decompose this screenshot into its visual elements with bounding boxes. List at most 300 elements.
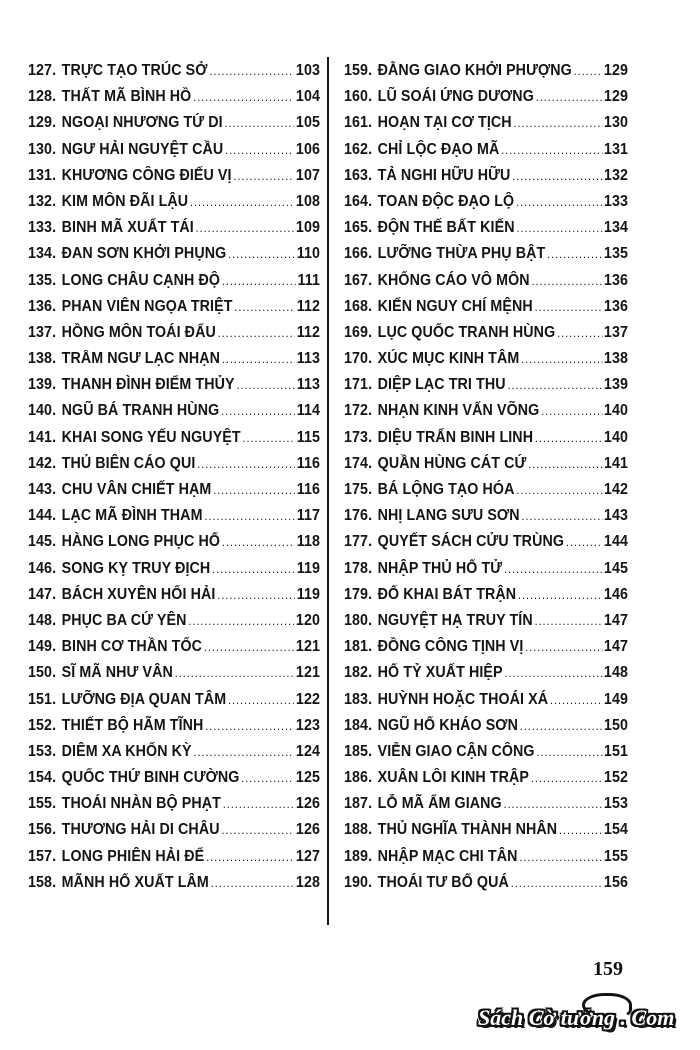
dot-leader	[197, 451, 295, 477]
entry-title: NGŨ HỔ KHÁO SƠN	[377, 716, 518, 734]
entry-page-number: 115	[296, 428, 320, 446]
dot-leader	[228, 687, 294, 713]
toc-entry	[344, 582, 628, 608]
entry-title: QUYẾT SÁCH CỬU TRÙNG	[377, 533, 565, 551]
dot-leader	[193, 739, 294, 765]
dot-leader	[222, 346, 295, 372]
dot-leader	[566, 529, 602, 555]
dot-leader	[541, 398, 602, 424]
entry-title: BÁCH XUYÊN HỐI HẢI	[61, 585, 216, 603]
dot-leader	[225, 110, 295, 136]
toc-left-column	[28, 58, 320, 896]
entry-title: BÁ LỘNG TẠO HÓA	[377, 481, 515, 498]
entry-title: SĨ MÃ NHƯ VÂN	[61, 664, 173, 682]
entry-title: HUỲNH HOẶC THOÁI XÁ	[377, 690, 549, 708]
entry-page-number: 142	[603, 481, 629, 498]
watermark-text: Sách Cờ tướng . Com	[478, 1005, 675, 1030]
entry-number: 171.	[344, 376, 373, 394]
dot-leader	[518, 582, 602, 608]
entry-title: ĐẰNG GIAO KHỞI PHƯỢNG	[377, 62, 572, 79]
toc-entry	[344, 529, 628, 555]
toc-entry	[344, 84, 628, 110]
dot-leader	[218, 320, 295, 346]
entry-page-number: 137	[603, 323, 629, 341]
entry-page-number: 144	[603, 533, 629, 551]
dot-leader	[531, 765, 602, 791]
entry-page-number: 155	[603, 847, 629, 865]
entry-number: 182.	[344, 664, 373, 682]
entry-number: 147.	[28, 585, 57, 603]
dot-leader	[243, 425, 295, 451]
toc-entry	[344, 189, 628, 215]
entry-page-number: 141	[603, 454, 629, 472]
entry-page-number: 140	[603, 428, 629, 446]
entry-title: THOÁI NHÀN BỘ PHẠT	[61, 795, 221, 813]
entry-page-number: 134	[603, 219, 629, 237]
toc-entry	[344, 739, 628, 765]
swirl-ornament-icon	[582, 993, 632, 1019]
dot-leader	[193, 84, 294, 110]
entry-number: 163.	[344, 166, 373, 184]
entry-page-number: 133	[603, 192, 629, 210]
entry-title: THỦ BIÊN CÁO QUI	[61, 454, 196, 472]
dot-leader	[507, 372, 602, 398]
toc-entry	[28, 791, 320, 817]
toc-entry	[28, 739, 320, 765]
dot-leader	[188, 608, 294, 634]
dot-leader	[514, 110, 603, 136]
entry-number: 177.	[344, 533, 373, 551]
toc-entry	[344, 503, 628, 529]
entry-number: 168.	[344, 297, 373, 315]
toc-entry	[344, 294, 628, 320]
dot-leader	[236, 372, 294, 398]
entry-title: NGŨ BÁ TRANH HÙNG	[61, 402, 220, 420]
entry-title: XÚC MỤC KINH TÂM	[377, 350, 520, 368]
entry-title: KHỐNG CÁO VÔ MÔN	[377, 271, 530, 289]
dot-leader	[531, 268, 602, 294]
entry-number: 149.	[28, 638, 57, 656]
entry-title: TẢ NGHI HỮU HỮU	[377, 166, 511, 184]
entry-number: 190.	[344, 873, 373, 891]
toc-entry	[344, 398, 628, 424]
entry-number: 146.	[28, 559, 57, 577]
dot-leader	[222, 529, 295, 555]
entry-number: 152.	[28, 716, 57, 734]
entry-page-number: 114	[296, 402, 320, 420]
entry-title: PHỤC BA CỨ YÊN	[61, 611, 187, 629]
entry-title: TRẦM NGƯ LẠC NHẠN	[61, 350, 221, 368]
toc-entry	[344, 451, 628, 477]
toc-entry	[344, 634, 628, 660]
entry-number: 157.	[28, 847, 57, 865]
entry-title: THOÁI TƯ BỔ QUÁ	[377, 873, 509, 891]
entry-title: XUÂN LÔI KINH TRẬP	[377, 769, 530, 787]
dot-leader	[222, 268, 296, 294]
entry-page-number: 129	[603, 62, 629, 79]
entry-page-number: 136	[603, 297, 629, 315]
toc-entry	[344, 137, 628, 163]
entry-page-number: 107	[295, 166, 320, 184]
toc-entry	[28, 608, 320, 634]
entry-page-number: 118	[296, 533, 320, 551]
entry-number: 135.	[28, 271, 57, 289]
entry-number: 153.	[28, 742, 57, 760]
entry-page-number: 121	[295, 638, 320, 656]
entry-title: BINH MÃ XUẤT TÁI	[61, 219, 194, 237]
dot-leader	[206, 844, 294, 870]
entry-page-number: 152	[603, 769, 629, 787]
entry-title: CHỈ LỘC ĐẠO MÃ	[377, 140, 500, 158]
dot-leader	[504, 660, 602, 686]
entry-page-number: 110	[296, 245, 320, 263]
toc-entry	[28, 713, 320, 739]
entry-title: CHU VÂN CHIẾT HẠM	[61, 481, 212, 498]
entry-number: 188.	[344, 821, 373, 839]
entry-number: 189.	[344, 847, 373, 865]
entry-number: 127.	[28, 62, 57, 79]
entry-title: QUỐC THỨ BINH CƯỜNG	[61, 769, 240, 787]
entry-page-number: 139	[603, 376, 629, 394]
entry-title: KHƯƠNG CÔNG ĐIẾU VỊ	[61, 166, 232, 184]
entry-number: 181.	[344, 638, 373, 656]
dot-leader	[516, 215, 602, 241]
entry-title: HỒNG MÔN TOÁI ĐẨU	[61, 323, 216, 341]
toc-entry	[28, 346, 320, 372]
toc-entry	[344, 608, 628, 634]
entry-number: 184.	[344, 716, 373, 734]
entry-title: ĐỔ KHAI BÁT TRẬN	[377, 585, 517, 603]
entry-title: KHAI SONG YẾU NGUYỆT	[61, 428, 241, 446]
dot-leader	[221, 817, 294, 843]
dot-leader	[212, 556, 295, 582]
toc-entry	[28, 425, 320, 451]
toc-entry	[344, 110, 628, 136]
entry-page-number: 105	[295, 114, 320, 132]
entry-number: 150.	[28, 664, 57, 682]
entry-number: 128.	[28, 88, 57, 106]
toc-entry	[28, 503, 320, 529]
entry-title: THƯƠNG HẢI DI CHÂU	[61, 821, 220, 839]
dot-leader	[228, 241, 295, 267]
toc-entry	[344, 58, 628, 84]
dot-leader	[225, 137, 294, 163]
entry-number: 175.	[344, 481, 373, 498]
entry-page-number: 120	[295, 611, 320, 629]
entry-title: LẠC MÃ ĐÌNH THAM	[61, 507, 203, 525]
toc-entry	[28, 163, 320, 189]
toc-entry	[344, 713, 628, 739]
entry-number: 131.	[28, 166, 57, 184]
entry-number: 167.	[344, 271, 373, 289]
entry-title: QUẦN HÙNG CÁT CỨ	[377, 454, 527, 472]
toc-entry	[344, 320, 628, 346]
toc-entry	[28, 320, 320, 346]
entry-page-number: 135	[603, 245, 629, 263]
entry-number: 161.	[344, 114, 373, 132]
entry-number: 137.	[28, 323, 57, 341]
entry-number: 158.	[28, 873, 57, 891]
entry-number: 169.	[344, 323, 373, 341]
dot-leader	[557, 320, 602, 346]
entry-title: SONG KỴ TRUY ĐỊCH	[61, 559, 211, 577]
entry-number: 144.	[28, 507, 57, 525]
dot-leader	[233, 163, 294, 189]
dot-leader	[501, 137, 602, 163]
entry-number: 176.	[344, 507, 373, 525]
dot-leader	[209, 58, 294, 84]
entry-page-number: 112	[296, 323, 320, 341]
entry-page-number: 131	[603, 140, 629, 158]
entry-number: 162.	[344, 140, 373, 158]
column-divider	[327, 57, 329, 925]
dot-leader	[547, 241, 602, 267]
dot-leader	[525, 634, 602, 660]
entry-number: 139.	[28, 376, 57, 394]
entry-title: DIỆP LẠC TRI THU	[377, 376, 506, 394]
entry-page-number: 116	[296, 481, 320, 498]
dot-leader	[234, 294, 295, 320]
dot-leader	[559, 817, 602, 843]
dot-leader	[521, 346, 602, 372]
entry-number: 186.	[344, 769, 373, 787]
entry-title: NHẬP MẠC CHI TÂN	[377, 847, 518, 865]
toc-entry	[28, 110, 320, 136]
entry-page-number: 149	[603, 690, 629, 708]
entry-number: 165.	[344, 219, 373, 237]
dot-leader	[516, 477, 602, 503]
dot-leader	[536, 84, 602, 110]
entry-title: ĐỘN THẾ BẤT KIẾN	[377, 219, 515, 237]
entry-title: MÃNH HỔ XUẤT LÂM	[61, 873, 209, 891]
entry-page-number: 116	[296, 454, 320, 472]
entry-number: 134.	[28, 245, 57, 263]
entry-page-number: 153	[603, 795, 629, 813]
entry-title: THẤT MÃ BÌNH HỒ	[61, 88, 192, 106]
entry-title: HOẠN TẠI CƠ TỊCH	[377, 114, 512, 132]
dot-leader	[204, 634, 294, 660]
toc-right-column	[344, 58, 628, 896]
dot-leader	[528, 451, 602, 477]
toc-entry	[28, 398, 320, 424]
entry-title: NGOẠI NHƯƠNG TỨ DI	[61, 114, 223, 132]
dot-leader	[574, 58, 602, 84]
entry-number: 136.	[28, 297, 57, 315]
entry-page-number: 126	[295, 795, 320, 813]
entry-title: THIẾT BỘ HÃM TĨNH	[61, 716, 204, 734]
entry-page-number: 126	[295, 821, 320, 839]
entry-page-number: 143	[603, 507, 629, 525]
page-number: 159	[593, 958, 623, 980]
dot-leader	[504, 791, 603, 817]
dot-leader	[519, 844, 602, 870]
entry-page-number: 119	[296, 585, 320, 603]
entry-page-number: 156	[603, 873, 629, 891]
entry-page-number: 109	[295, 219, 320, 237]
entry-page-number: 150	[603, 716, 629, 734]
entry-page-number: 130	[603, 114, 629, 132]
toc-entry	[28, 556, 320, 582]
entry-number: 143.	[28, 481, 57, 498]
dot-leader	[211, 870, 294, 896]
entry-title: LỖ MÃ ẨM GIANG	[377, 795, 502, 813]
entry-number: 142.	[28, 454, 57, 472]
toc-entry	[28, 817, 320, 843]
entry-number: 173.	[344, 428, 373, 446]
entry-page-number: 138	[603, 350, 629, 368]
toc-entry	[344, 346, 628, 372]
entry-number: 187.	[344, 795, 373, 813]
dot-leader	[512, 163, 602, 189]
entry-number: 132.	[28, 192, 57, 210]
toc-entry	[28, 477, 320, 503]
entry-title: LONG CHÂU CẠNH ĐỘ	[61, 271, 221, 289]
entry-title: HÀNG LONG PHỤC HỔ	[61, 533, 221, 551]
entry-number: 145.	[28, 533, 57, 551]
entry-title: ĐAN SƠN KHỞI PHỤNG	[61, 245, 227, 263]
entry-number: 129.	[28, 114, 57, 132]
entry-title: LƯỠNG ĐỊA QUAN TÂM	[61, 690, 227, 708]
entry-page-number: 108	[295, 192, 320, 210]
entry-number: 183.	[344, 690, 373, 708]
toc-entry	[28, 582, 320, 608]
entry-page-number: 148	[603, 664, 629, 682]
entry-page-number: 127	[295, 847, 320, 865]
entry-page-number: 122	[295, 690, 320, 708]
entry-title: PHAN VIÊN NGỌA TRIỆT	[61, 297, 233, 315]
dot-leader	[511, 870, 602, 896]
toc-entry	[28, 268, 320, 294]
dot-leader	[535, 425, 602, 451]
dot-leader	[221, 398, 295, 424]
toc-entry	[344, 660, 628, 686]
entry-title: THANH ĐÌNH ĐIỂM THỦY	[61, 376, 235, 394]
entry-page-number: 128	[295, 873, 320, 891]
entry-title: KIM MÔN ĐÃI LẬU	[61, 192, 189, 210]
entry-title: BINH CƠ THẦN TỐC	[61, 638, 203, 656]
dot-leader	[217, 582, 295, 608]
entry-title: LONG PHIÊN HẢI ĐỂ	[61, 847, 205, 865]
entry-title: DIỆU TRẤN BINH LINH	[377, 428, 534, 446]
toc-entry	[344, 425, 628, 451]
entry-number: 159.	[344, 62, 373, 79]
toc-entry	[28, 58, 320, 84]
entry-page-number: 151	[603, 742, 629, 760]
dot-leader	[204, 503, 294, 529]
dot-leader	[550, 687, 602, 713]
entry-page-number: 147	[603, 611, 629, 629]
entry-page-number: 112	[296, 297, 320, 315]
dot-leader	[521, 503, 602, 529]
entry-title: LỤC QUỐC TRANH HÙNG	[377, 323, 556, 341]
entry-page-number: 140	[603, 402, 629, 420]
entry-page-number: 129	[603, 88, 629, 106]
entry-title: DIÊM XA KHỐN KỲ	[61, 742, 192, 760]
entry-number: 130.	[28, 140, 57, 158]
toc-entry	[28, 765, 320, 791]
toc-entry	[344, 791, 628, 817]
entry-page-number: 113	[296, 350, 320, 368]
toc-entry	[28, 870, 320, 896]
entry-title: LƯỠNG THỪA PHỤ BẬT	[377, 245, 546, 263]
toc-entry	[28, 241, 320, 267]
entry-title: TRỰC TẠO TRÚC SỞ	[61, 62, 208, 79]
entry-number: 178.	[344, 559, 373, 577]
toc-entry	[28, 634, 320, 660]
entry-page-number: 119	[296, 559, 320, 577]
entry-title: TOAN ĐỘC ĐẠO LỘ	[377, 192, 515, 210]
toc-entry	[28, 294, 320, 320]
entry-title: ĐỒNG CÔNG TỊNH VỊ	[377, 638, 524, 656]
toc-entry	[344, 817, 628, 843]
toc-entry	[344, 372, 628, 398]
toc-entry	[28, 189, 320, 215]
entry-page-number: 125	[295, 769, 320, 787]
entry-page-number: 113	[296, 376, 320, 394]
toc-entry	[28, 84, 320, 110]
dot-leader	[241, 765, 294, 791]
toc-entry	[344, 163, 628, 189]
entry-title: HỔ TỶ XUẤT HIỆP	[377, 664, 503, 682]
toc-entry	[28, 529, 320, 555]
toc-entry	[28, 844, 320, 870]
entry-page-number: 146	[603, 585, 629, 603]
toc-entry	[344, 241, 628, 267]
entry-page-number: 106	[295, 140, 320, 158]
entry-page-number: 136	[603, 271, 629, 289]
entry-title: NGƯ HẢI NGUYỆT CẦU	[61, 140, 224, 158]
entry-page-number: 117	[296, 507, 320, 525]
watermark-logo	[478, 1005, 700, 1041]
dot-leader	[536, 739, 602, 765]
toc-entry	[28, 137, 320, 163]
entry-number: 179.	[344, 585, 373, 603]
entry-number: 180.	[344, 611, 373, 629]
dot-leader	[520, 713, 602, 739]
entry-title: NHẬP THỦ HỔ TỬ	[377, 559, 503, 577]
toc-entry	[28, 451, 320, 477]
entry-page-number: 121	[295, 664, 320, 682]
toc-entry	[28, 687, 320, 713]
toc-entry	[28, 660, 320, 686]
entry-title: KIẾN NGUY CHÍ MỆNH	[377, 297, 533, 315]
toc-entry	[28, 372, 320, 398]
entry-number: 174.	[344, 454, 373, 472]
entry-number: 172.	[344, 402, 373, 420]
entry-number: 164.	[344, 192, 373, 210]
dot-leader	[190, 189, 294, 215]
entry-number: 154.	[28, 769, 57, 787]
toc-entry	[344, 268, 628, 294]
entry-title: LŨ SOÁI ỨNG DƯƠNG	[377, 88, 534, 106]
entry-number: 148.	[28, 611, 57, 629]
toc-entry	[344, 765, 628, 791]
dot-leader	[175, 660, 294, 686]
entry-title: NHỊ LANG SƯU SƠN	[377, 507, 520, 525]
entry-page-number: 104	[295, 88, 320, 106]
entry-title: THỦ NGHĨA THÀNH NHÂN	[377, 821, 558, 839]
entry-number: 185.	[344, 742, 373, 760]
entry-number: 133.	[28, 219, 57, 237]
toc-entry	[344, 844, 628, 870]
toc-entry	[28, 215, 320, 241]
dot-leader	[223, 791, 294, 817]
toc-entry	[344, 687, 628, 713]
entry-title: NGUYỆT HẠ TRUY TÍN	[377, 611, 533, 629]
dot-leader	[205, 713, 294, 739]
dot-leader	[196, 215, 294, 241]
entry-page-number: 154	[603, 821, 629, 839]
